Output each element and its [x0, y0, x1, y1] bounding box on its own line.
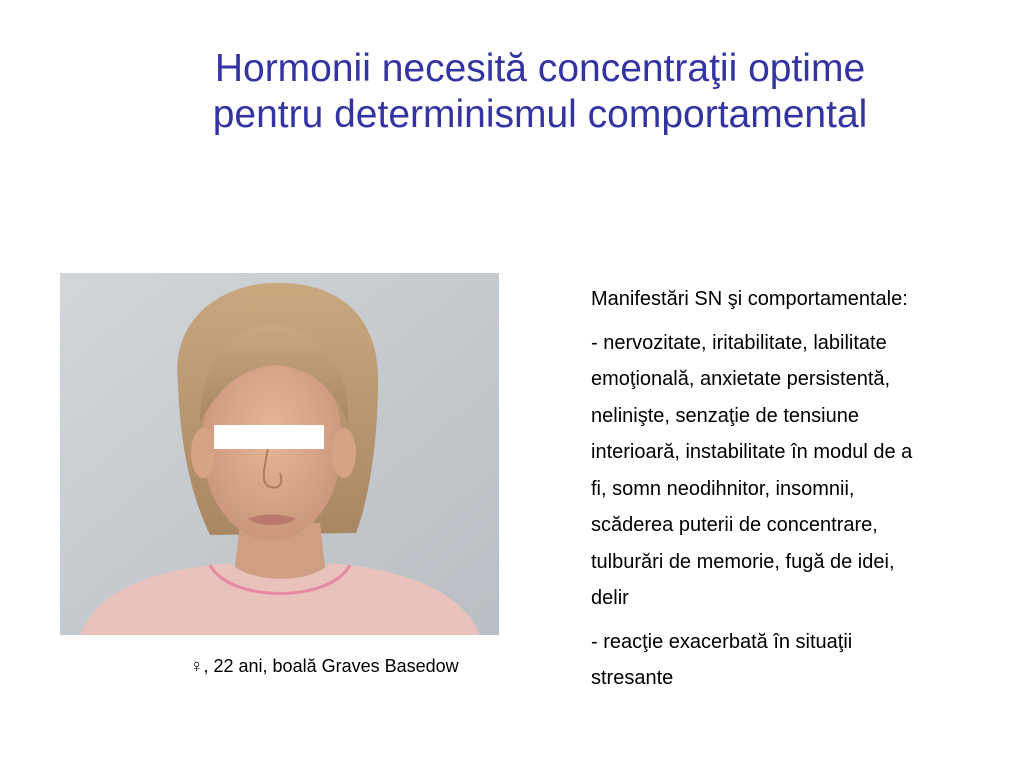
manifestation-line: - nervozitate, iritabilitate, labilitate — [591, 331, 887, 354]
manifestation-line: nelinişte, senzaţie de tensiune — [591, 404, 859, 427]
manifestations-text — [591, 281, 1016, 704]
manifestation-line: scăderea puterii de concentrare, — [591, 514, 878, 536]
manifestation-line: tulburări de memorie, fugă de idei, — [591, 550, 895, 573]
slide-title-line-2: pentru determinismul comportamental — [212, 93, 868, 136]
slide-title — [120, 46, 960, 138]
manifestation-line: delir — [591, 587, 629, 609]
manifestations-heading: Manifestări SN şi comportamentale: — [591, 288, 908, 310]
manifestation-line: fi, somn neodihnitor, insomnii, — [591, 477, 855, 500]
patient-photo — [60, 273, 499, 635]
manifestations-list-2 — [591, 624, 1016, 697]
manifestation-line: interioară, instabilitate în modul de a — [591, 441, 913, 463]
patient-portrait-image — [60, 273, 499, 635]
manifestation-line: emoţională, anxietate persistentă, — [591, 368, 891, 390]
slide-title-line-1: Hormonii necesită concentraţii optime — [214, 47, 866, 90]
manifestations-list-1 — [591, 325, 1016, 617]
manifestation-line: - reacţie exacerbată în situaţii — [591, 630, 853, 653]
photo-caption: ♀, 22 ani, boală Graves Basedow — [190, 656, 459, 676]
manifestation-line: stresante — [591, 667, 674, 689]
